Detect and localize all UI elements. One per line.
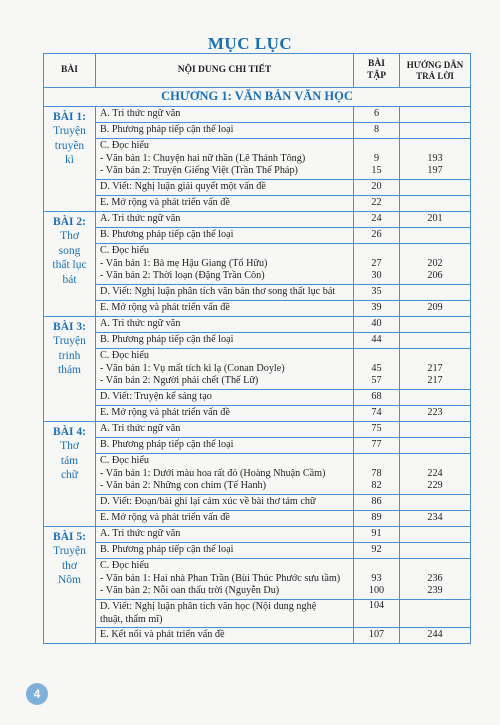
section-heading: A. Tri thức ngữ văn [96,317,354,333]
exercise-page-2: 30 [371,270,382,282]
lesson-topic: trinh [58,349,81,362]
exercise-page-1: 9 [373,152,380,164]
guide-page [400,454,471,495]
lesson-topic: bát [62,273,77,286]
guide-page [400,349,471,390]
table-row [44,180,471,196]
lesson-topic: kì [65,154,74,167]
guide-page-1: 193 [427,152,443,164]
table-row [44,438,471,454]
guide-page [400,600,471,628]
spacer [358,245,395,257]
header-guide [400,54,471,88]
content-cell [96,244,354,285]
content-cell [96,349,354,390]
spacer [358,350,395,362]
exercise-page: 86 [354,495,400,511]
section-heading: A. Tri thức ngữ văn [96,212,354,228]
guide-page-2: 239 [427,585,443,597]
table-row [44,406,471,422]
chapter-row [44,88,471,107]
guide-page [400,317,471,333]
guide-page [400,107,471,123]
guide-page-2: 206 [427,270,443,282]
content-cell [96,600,354,628]
guide-page [400,196,471,212]
guide-page-1: 202 [427,257,443,269]
exercise-page: 75 [354,422,400,438]
guide-page [400,285,471,301]
guide-page [400,438,471,454]
lesson-topic: Truyện [53,335,86,348]
section-heading: C. Đọc hiểu [100,140,149,152]
lesson-topic: tám [60,454,79,467]
lesson-topic: Truyện [53,125,86,138]
content-cell [96,559,354,600]
table-row [44,139,471,180]
lesson-cell [44,212,96,317]
guide-page [400,543,471,559]
lesson-topic: truyền [54,139,85,152]
guide-page [400,559,471,600]
header-row [44,54,471,88]
exercise-page: 22 [354,196,400,212]
lesson-number: BÀI 5: [53,531,86,543]
text-entry: - Văn bản 1: Bà mẹ Hậu Giang (Tố Hữu) [100,257,268,269]
table-row [44,196,471,212]
guide-page: 244 [400,628,471,644]
section-heading: E. Mở rộng và phát triển vấn đề [96,406,354,422]
section-heading: A. Tri thức ngữ văn [96,107,354,123]
guide-page [400,123,471,139]
spacer [404,350,466,362]
section-heading: E. Mở rộng và phát triển vấn đề [96,196,354,212]
section-heading: E. Kết nối và phát triển vấn đề [96,628,354,644]
table-row [44,628,471,644]
exercise-page: 44 [354,333,400,349]
table-row [44,559,471,600]
guide-page-1: 224 [427,467,443,479]
exercise-page [354,244,400,285]
exercise-page [354,454,400,495]
exercise-page: 39 [354,301,400,317]
spacer [358,140,395,152]
guide-page [400,495,471,511]
guide-page-2: 217 [427,375,443,387]
exercise-page: 26 [354,228,400,244]
lesson-cell [44,527,96,644]
spacer [358,560,395,572]
exercise-page [354,349,400,390]
table-row [44,244,471,285]
guide-page: 201 [400,212,471,228]
lesson-topic: thất lục [52,259,87,272]
toc-table [43,53,471,644]
text-entry: - Văn bản 1: Hai nhà Phan Trần (Bùi Thúc Phước sưu tầm) [100,572,341,584]
section-heading: B. Phương pháp tiếp cận thể loại [96,438,354,454]
header-content: NỘI DUNG CHI TIẾT [96,54,354,88]
header-exercise: BÀI TẬP [354,54,400,88]
lesson-number: BÀI 1: [53,111,86,123]
table-row [44,228,471,244]
guide-page-2: 197 [427,165,443,177]
text-entry: - Văn bản 2: Nỗi oan thấu trời (Nguyễn Du) [100,585,280,597]
section-heading: C. Đọc hiểu [100,560,149,572]
table-row [44,317,471,333]
lesson-cell [44,317,96,422]
guide-page-1: 217 [427,362,443,374]
section-heading: B. Phương pháp tiếp cận thể loại [96,543,354,559]
guide-page [400,527,471,543]
text-entry: - Văn bản 2: Thời loạn (Đặng Trần Côn) [100,270,265,282]
guide-page: 223 [400,406,471,422]
guide-page-1: 236 [427,572,443,584]
table-row [44,285,471,301]
lesson-cell [44,107,96,212]
exercise-page: 8 [354,123,400,139]
section-heading: C. Đọc hiểu [100,245,149,257]
section-heading: B. Phương pháp tiếp cận thể loại [96,228,354,244]
table-row [44,543,471,559]
section-heading: E. Mở rộng và phát triển vấn đề [96,301,354,317]
exercise-page-2: 15 [371,165,382,177]
guide-page-2: 229 [427,480,443,492]
exercise-page: 74 [354,406,400,422]
lesson-topic: Nôm [58,574,81,587]
exercise-page: 77 [354,438,400,454]
lesson-cell [44,422,96,527]
lesson-topic: Thơ [60,440,79,453]
table-row [44,454,471,495]
guide-page: 234 [400,511,471,527]
header-lesson: BÀI [44,54,96,88]
lesson-number: BÀI 2: [53,216,86,228]
lesson-topic: song [58,244,81,257]
guide-page [400,228,471,244]
text-entry: - Văn bản 1: Chuyện hai nữ thần (Lê Thánh Tông) [100,152,306,164]
table-row [44,349,471,390]
exercise-page-1: 78 [371,467,382,479]
text-entry: - Văn bản 2: Những con chim (Tế Hanh) [100,480,267,492]
table-row [44,390,471,406]
table-row [44,301,471,317]
section-heading: A. Tri thức ngữ văn [96,422,354,438]
exercise-page: 91 [354,527,400,543]
lesson-topic: Thơ [60,230,79,243]
spacer [404,560,466,572]
exercise-page: 40 [354,317,400,333]
exercise-page: 89 [354,511,400,527]
content-cell [96,139,354,180]
exercise-page-2: 82 [371,480,382,492]
section-heading: D. Viết: Truyện kể sáng tạo [96,390,354,406]
exercise-page-1: 93 [371,572,382,584]
exercise-page: 35 [354,285,400,301]
section-heading: E. Mở rộng và phát triển vấn đề [96,511,354,527]
lesson-topic: thám [58,364,81,377]
text-entry: - Văn bản 1: Vụ mất tích kì lạ (Conan Doyle) [100,362,285,374]
section-heading-cont: thuật, thẩm mĩ) [100,613,163,625]
exercise-page-2: 100 [368,585,385,597]
page-title: MỤC LỤC [207,34,293,53]
table-row [44,333,471,349]
exercise-page-2: 57 [371,375,382,387]
text-entry: - Văn bản 2: Truyện Giếng Việt (Trần Thế Pháp) [100,165,298,177]
exercise-page [354,559,400,600]
guide-page [400,333,471,349]
text-entry: - Văn bản 1: Dưới màu hoa rất đỏ (Hoàng Nhuận Cầm) [100,467,326,479]
exercise-page: 6 [354,107,400,123]
lesson-topic: thơ [61,559,78,572]
table-row [44,600,471,628]
table-row [44,495,471,511]
section-heading: B. Phương pháp tiếp cận thể loại [96,333,354,349]
spacer [404,455,466,467]
exercise-page: 107 [354,628,400,644]
guide-page [400,244,471,285]
exercise-page: 92 [354,543,400,559]
exercise-page: 24 [354,212,400,228]
section-heading: C. Đọc hiểu [100,350,149,362]
guide-page [400,139,471,180]
spacer [358,455,395,467]
exercise-page: 20 [354,180,400,196]
exercise-page-1: 45 [371,362,382,374]
exercise-page [354,139,400,180]
guide-page [400,180,471,196]
table-row [44,422,471,438]
exercise-page: 68 [354,390,400,406]
section-heading: D. Viết: Nghị luận giải quyết một vấn đề [96,180,354,196]
guide-page: 209 [400,301,471,317]
section-heading: B. Phương pháp tiếp cận thể loại [96,123,354,139]
lesson-number: BÀI 3: [53,321,86,333]
content-cell [96,454,354,495]
section-heading: A. Tri thức ngữ văn [96,527,354,543]
spacer [404,140,466,152]
table-row [44,123,471,139]
lesson-number: BÀI 4: [53,426,86,438]
lesson-topic: Truyện [53,545,86,558]
exercise-page-1: 27 [371,257,382,269]
page-number: 4 [26,683,48,705]
table-row [44,527,471,543]
chapter-title: CHƯƠNG 1: VĂN BẢN VĂN HỌC [44,88,471,107]
section-heading: D. Viết: Nghị luận phân tích văn bản thơ song thất lục bát [96,285,354,301]
section-heading: D. Viết: Nghị luận phân tích văn học (Nội dung nghệ [100,601,317,613]
text-entry: - Văn bản 2: Người phải chết (Thế Lữ) [100,375,259,387]
lesson-topic: chữ [60,469,79,482]
section-heading: C. Đọc hiểu [100,455,149,467]
table-row [44,511,471,527]
guide-page [400,390,471,406]
table-row [44,107,471,123]
section-heading: D. Viết: Đoạn/bài ghi lại cảm xúc về bài thơ tám chữ [96,495,354,511]
header-guide-line1: HƯỚNG DẪN [406,59,464,70]
header-guide-line2: TRẢ LỜI [416,70,454,81]
exercise-page: 104 [354,600,400,628]
table-row [44,212,471,228]
spacer [404,245,466,257]
guide-page [400,422,471,438]
